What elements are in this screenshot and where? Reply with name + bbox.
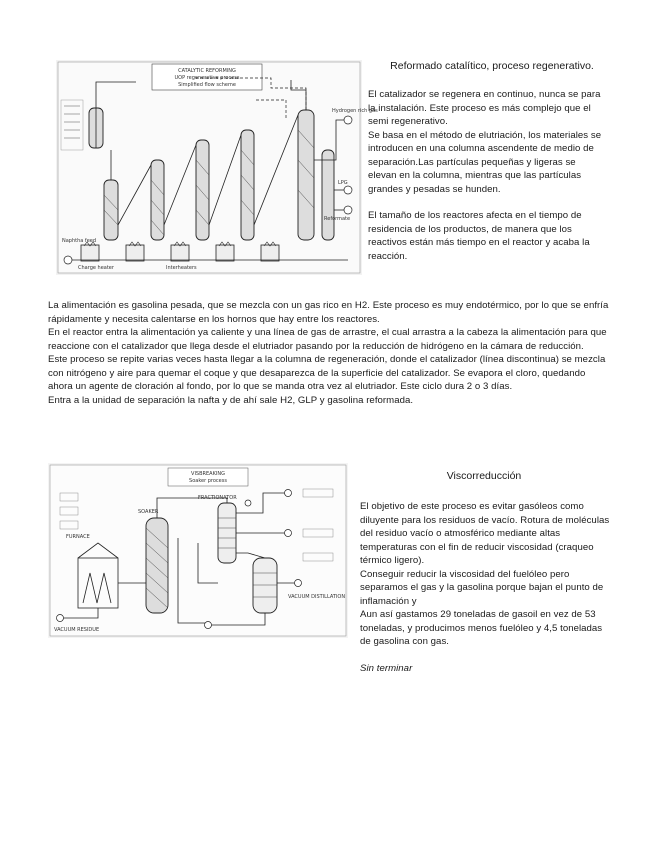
soaker (146, 518, 168, 613)
label-interheaters: Interheaters (166, 265, 197, 271)
label-vacuum-residue: VACUUM RESIDUE (54, 627, 100, 633)
visbreaking-header-line2: Soaker process (189, 478, 227, 484)
label-reformate: Reformate (324, 216, 351, 222)
body-paragraph-4: Entra a la unidad de separación la nafta y de ahí sale H2, GLP y gasolina reformada. (48, 394, 414, 406)
visbreaking-diagram (48, 463, 348, 638)
label-hydrogen: Hydrogen rich gas (332, 108, 378, 114)
diagram-header-line3: Simplified flow scheme (178, 82, 236, 88)
visbreaking-header (168, 468, 248, 486)
section1-side-text (368, 88, 604, 263)
vacuum-flasher (253, 558, 277, 613)
diagram-header-line2: UOP regenerative process (174, 75, 240, 81)
section1-title: Reformado catalítico, proceso regenerativo. (390, 60, 594, 72)
body-paragraph-2: En el reactor entra la alimentación ya caliente y una línea de gas de arrastre, el cual arrastra a la cabeza la alimentación para que reaccione con el catalizador que llega desde el elutriador pasando por la reducción de hidrógeno en la cámara de reducción. (48, 327, 607, 352)
visbreaking-paragraph-1: El objetivo de este proceso es evitar gasóleos como diluyente para los residuos de vacío. Rotura de moléculas del residuo vacío o atmosférico mediante altas temperaturas con el fin de reducir viscosidad (craqueo térmico ligero). (360, 501, 610, 566)
visbreaking-paragraph-2: Conseguir reducir la viscosidad del fuelóleo pero separamos el gas y la gasolina porque bajan el punto de inflamación y (360, 568, 604, 607)
label-fractionator: FRACTIONATOR (198, 495, 237, 501)
section1-body (48, 299, 612, 407)
fractionator (218, 503, 236, 563)
visbreaking-header-line1: VISBREAKING (191, 471, 225, 477)
label-lpg: LPG (338, 180, 348, 186)
label-charge-heater: Charge heater (78, 265, 114, 271)
footer-note: Sin terminar (360, 662, 413, 674)
feed-inlet-icon (64, 256, 72, 264)
reforming-diagram (56, 60, 378, 275)
label-soaker: SOAKER (138, 509, 159, 515)
diagram-header-line1: CATALYTIC REFORMING (178, 68, 236, 74)
label-vacuum-distillation: VACUUM DISTILLATION (288, 594, 346, 600)
side-paragraph-3: El tamaño de los reactores afecta en el tiempo de residencia de los productos, de manera que los reactivos están más tiempo en el reactor y acaba la reacción. (368, 210, 590, 262)
visbreaking-paragraph-3: Aun así gastamos 29 toneladas de gasoil en vez de 53 toneladas, y producimos menos fuelóleo y 4,5 toneladas de gasolina con gas. (360, 609, 603, 647)
side-paragraph-2: Se basa en el método de elutriación, los materiales se introducen en una columna ascendente de medio de separación.Las partículas pequeñas y ligeras se elevan en la columna, mientras que las partículas grandes y pesadas se hunden. (368, 129, 602, 195)
side-paragraph-1: El catalizador se regenera en continuo, nunca se para la instalación. Este proceso es más complejo que el semi regenerativo. (368, 89, 601, 127)
section2-title: Viscorreducción (446, 470, 522, 482)
body-paragraph-3: Este proceso se repite varias veces hasta llegar a la columna de regeneración, donde el catalizador (línea discontinua) se mezcla con nitrógeno y aire para quemar el coque y que desaparezca de la superficie del catalizador. Se evapora el cloro, quedando ahora un agente de cloración al fondo, por lo que se manda otra vez al elutriador. Este ciclo dura 2 o 3 días. (48, 354, 606, 392)
label-naphtha-feed: Naphtha feed (62, 238, 97, 244)
body-paragraph-1: La alimentación es gasolina pesada, que se mezcla con un gas rico en H2. Este proceso es muy endotérmico, por lo que se enfría rápidamente y necesita calentarse en los hornos que hay entre los reactores. (48, 300, 609, 325)
diagram-header (152, 64, 262, 90)
section2-text (360, 500, 610, 675)
label-furnace: FURNACE (66, 534, 90, 540)
